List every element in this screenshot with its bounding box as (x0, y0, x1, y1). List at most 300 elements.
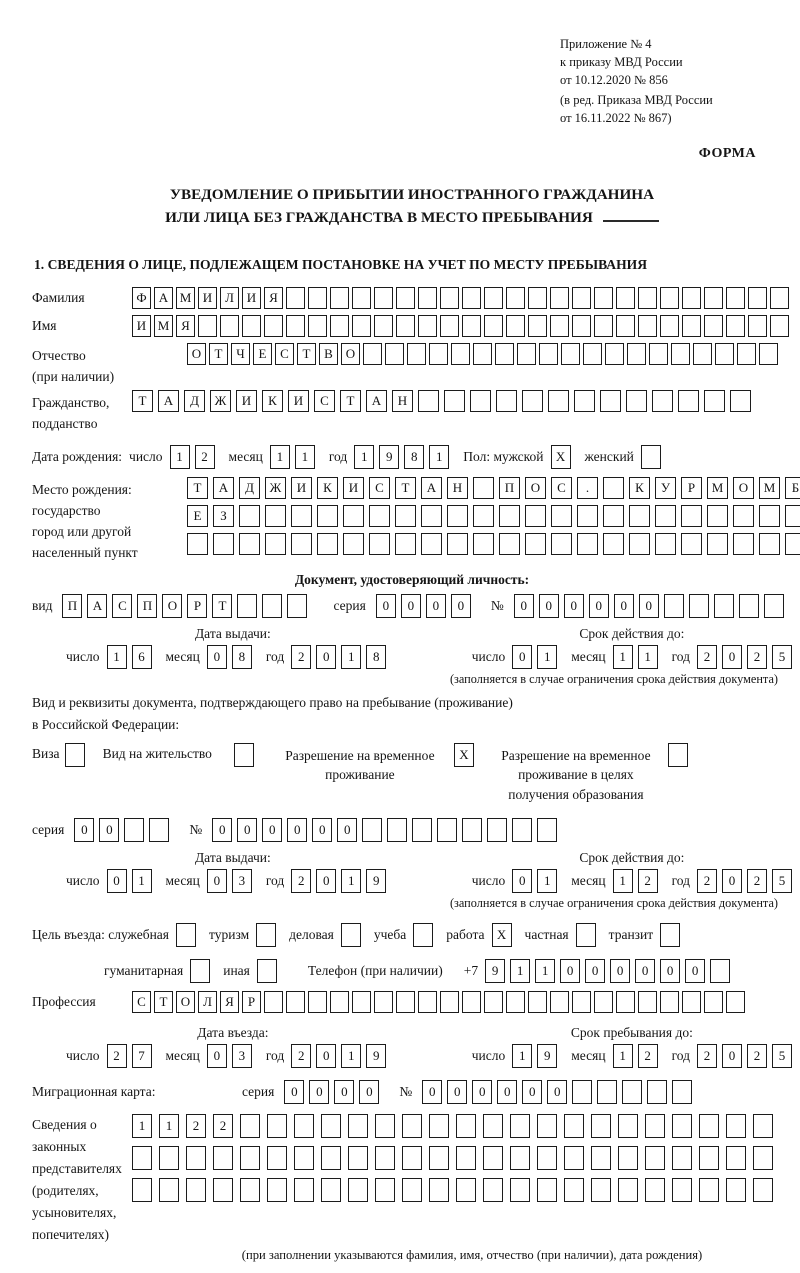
char-cell[interactable]: 0 (426, 594, 446, 618)
char-cell[interactable] (537, 1178, 557, 1202)
char-cell[interactable]: 2 (213, 1114, 233, 1138)
char-cell[interactable] (510, 1146, 530, 1170)
char-cell[interactable] (638, 315, 657, 337)
char-cell[interactable] (550, 991, 569, 1013)
char-cell[interactable] (473, 477, 494, 499)
char-cell[interactable]: 1 (270, 445, 290, 469)
char-cell[interactable] (564, 1114, 584, 1138)
char-cell[interactable] (564, 1178, 584, 1202)
char-cell[interactable] (564, 1146, 584, 1170)
char-cell[interactable]: Р (242, 991, 261, 1013)
char-cell[interactable] (317, 533, 338, 555)
char-cell[interactable]: 0 (287, 818, 307, 842)
char-cell[interactable]: 7 (132, 1044, 152, 1068)
char-cell[interactable] (672, 1080, 692, 1104)
char-cell[interactable] (385, 343, 404, 365)
char-cell[interactable] (186, 1178, 206, 1202)
char-cell[interactable]: 1 (341, 1044, 361, 1068)
char-cell[interactable] (65, 743, 85, 767)
char-cell[interactable] (291, 533, 312, 555)
char-cell[interactable]: С (275, 343, 294, 365)
char-cell[interactable] (220, 315, 239, 337)
char-cell[interactable] (528, 315, 547, 337)
char-cell[interactable]: Т (187, 477, 208, 499)
char-cell[interactable]: Я (176, 315, 195, 337)
char-cell[interactable] (496, 390, 517, 412)
char-cell[interactable] (618, 1114, 638, 1138)
char-cell[interactable] (321, 1114, 341, 1138)
char-cell[interactable] (671, 343, 690, 365)
char-cell[interactable]: И (288, 390, 309, 412)
char-cell[interactable] (487, 818, 507, 842)
char-cell[interactable]: 2 (747, 869, 767, 893)
char-cell[interactable] (764, 594, 784, 618)
char-cell[interactable]: 3 (232, 869, 252, 893)
char-cell[interactable] (591, 1114, 611, 1138)
char-cell[interactable]: А (421, 477, 442, 499)
char-cell[interactable]: 1 (132, 869, 152, 893)
char-cell[interactable] (429, 1146, 449, 1170)
char-cell[interactable]: А (87, 594, 107, 618)
char-cell[interactable]: Л (198, 991, 217, 1013)
char-cell[interactable]: 8 (366, 645, 386, 669)
char-cell[interactable]: К (262, 390, 283, 412)
char-cell[interactable] (528, 991, 547, 1013)
char-cell[interactable]: 0 (207, 1044, 227, 1068)
char-cell[interactable] (484, 315, 503, 337)
char-cell[interactable]: Н (392, 390, 413, 412)
char-cell[interactable] (704, 315, 723, 337)
char-cell[interactable] (321, 1178, 341, 1202)
char-cell[interactable]: 2 (291, 645, 311, 669)
char-cell[interactable] (124, 818, 144, 842)
char-cell[interactable] (374, 991, 393, 1013)
char-cell[interactable] (668, 743, 688, 767)
char-cell[interactable]: 0 (316, 869, 336, 893)
char-cell[interactable] (672, 1114, 692, 1138)
char-cell[interactable]: Т (132, 390, 153, 412)
char-cell[interactable]: 1 (613, 869, 633, 893)
char-cell[interactable]: 2 (638, 1044, 658, 1068)
char-cell[interactable]: 0 (589, 594, 609, 618)
char-cell[interactable] (672, 1146, 692, 1170)
char-cell[interactable] (537, 1114, 557, 1138)
char-cell[interactable]: 1 (159, 1114, 179, 1138)
char-cell[interactable] (660, 315, 679, 337)
char-cell[interactable] (605, 343, 624, 365)
char-cell[interactable] (237, 594, 257, 618)
char-cell[interactable] (699, 1146, 719, 1170)
char-cell[interactable]: . (577, 477, 598, 499)
char-cell[interactable] (267, 1146, 287, 1170)
char-cell[interactable]: 5 (772, 645, 792, 669)
char-cell[interactable] (699, 1178, 719, 1202)
char-cell[interactable] (618, 1146, 638, 1170)
char-cell[interactable] (528, 287, 547, 309)
char-cell[interactable] (462, 991, 481, 1013)
char-cell[interactable]: 0 (614, 594, 634, 618)
char-cell[interactable] (176, 923, 196, 947)
char-cell[interactable]: Т (209, 343, 228, 365)
char-cell[interactable]: Т (340, 390, 361, 412)
char-cell[interactable] (387, 818, 407, 842)
char-cell[interactable] (726, 1178, 746, 1202)
char-cell[interactable]: 1 (537, 869, 557, 893)
char-cell[interactable] (440, 287, 459, 309)
char-cell[interactable]: О (341, 343, 360, 365)
char-cell[interactable] (418, 991, 437, 1013)
char-cell[interactable] (352, 991, 371, 1013)
char-cell[interactable] (572, 991, 591, 1013)
char-cell[interactable] (291, 505, 312, 527)
char-cell[interactable]: Л (220, 287, 239, 309)
char-cell[interactable] (395, 505, 416, 527)
char-cell[interactable] (330, 287, 349, 309)
char-cell[interactable]: Ч (231, 343, 250, 365)
char-cell[interactable] (655, 533, 676, 555)
char-cell[interactable] (413, 923, 433, 947)
char-cell[interactable] (785, 533, 800, 555)
char-cell[interactable]: О (176, 991, 195, 1013)
char-cell[interactable]: 0 (560, 959, 580, 983)
char-cell[interactable] (470, 390, 491, 412)
char-cell[interactable] (456, 1146, 476, 1170)
char-cell[interactable]: 0 (472, 1080, 492, 1104)
char-cell[interactable]: 0 (337, 818, 357, 842)
char-cell[interactable]: 2 (697, 645, 717, 669)
char-cell[interactable] (286, 287, 305, 309)
char-cell[interactable] (753, 1146, 773, 1170)
char-cell[interactable]: И (343, 477, 364, 499)
char-cell[interactable]: 8 (404, 445, 424, 469)
char-cell[interactable] (707, 505, 728, 527)
char-cell[interactable] (537, 1146, 557, 1170)
char-cell[interactable] (629, 533, 650, 555)
char-cell[interactable] (512, 818, 532, 842)
char-cell[interactable]: 0 (539, 594, 559, 618)
char-cell[interactable] (473, 343, 492, 365)
char-cell[interactable] (402, 1178, 422, 1202)
char-cell[interactable] (525, 533, 546, 555)
char-cell[interactable] (737, 343, 756, 365)
char-cell[interactable]: 0 (74, 818, 94, 842)
char-cell[interactable] (407, 343, 426, 365)
char-cell[interactable] (256, 923, 276, 947)
char-cell[interactable] (726, 991, 745, 1013)
char-cell[interactable] (551, 505, 572, 527)
char-cell[interactable]: Ф (132, 287, 151, 309)
char-cell[interactable]: 2 (638, 869, 658, 893)
char-cell[interactable] (429, 1114, 449, 1138)
char-cell[interactable] (616, 991, 635, 1013)
char-cell[interactable] (726, 287, 745, 309)
char-cell[interactable] (286, 991, 305, 1013)
char-cell[interactable] (451, 343, 470, 365)
char-cell[interactable]: 0 (99, 818, 119, 842)
char-cell[interactable]: 9 (366, 1044, 386, 1068)
char-cell[interactable]: 2 (107, 1044, 127, 1068)
char-cell[interactable]: 3 (232, 1044, 252, 1068)
char-cell[interactable] (591, 1146, 611, 1170)
char-cell[interactable] (418, 287, 437, 309)
char-cell[interactable] (396, 315, 415, 337)
char-cell[interactable] (770, 287, 789, 309)
char-cell[interactable] (506, 991, 525, 1013)
char-cell[interactable]: Р (681, 477, 702, 499)
char-cell[interactable]: 2 (291, 1044, 311, 1068)
char-cell[interactable]: 0 (522, 1080, 542, 1104)
char-cell[interactable] (645, 1178, 665, 1202)
char-cell[interactable] (343, 505, 364, 527)
char-cell[interactable] (374, 315, 393, 337)
char-cell[interactable]: 1 (613, 645, 633, 669)
char-cell[interactable] (213, 1146, 233, 1170)
char-cell[interactable]: 0 (547, 1080, 567, 1104)
char-cell[interactable]: М (154, 315, 173, 337)
char-cell[interactable] (733, 505, 754, 527)
char-cell[interactable] (704, 390, 725, 412)
char-cell[interactable] (645, 1146, 665, 1170)
char-cell[interactable] (714, 594, 734, 618)
char-cell[interactable]: А (366, 390, 387, 412)
char-cell[interactable] (730, 390, 751, 412)
char-cell[interactable] (421, 533, 442, 555)
char-cell[interactable] (213, 1178, 233, 1202)
char-cell[interactable]: 1 (638, 645, 658, 669)
char-cell[interactable]: 2 (291, 869, 311, 893)
char-cell[interactable] (715, 343, 734, 365)
char-cell[interactable]: 1 (295, 445, 315, 469)
char-cell[interactable]: 1 (535, 959, 555, 983)
char-cell[interactable] (726, 1114, 746, 1138)
char-cell[interactable] (369, 505, 390, 527)
char-cell[interactable]: Я (220, 991, 239, 1013)
char-cell[interactable]: С (132, 991, 151, 1013)
char-cell[interactable] (213, 533, 234, 555)
char-cell[interactable] (321, 1146, 341, 1170)
char-cell[interactable] (375, 1178, 395, 1202)
char-cell[interactable]: 1 (107, 645, 127, 669)
char-cell[interactable] (693, 343, 712, 365)
char-cell[interactable] (733, 533, 754, 555)
char-cell[interactable] (726, 315, 745, 337)
char-cell[interactable] (343, 533, 364, 555)
char-cell[interactable] (362, 818, 382, 842)
char-cell[interactable]: 0 (514, 594, 534, 618)
char-cell[interactable] (603, 533, 624, 555)
char-cell[interactable] (462, 287, 481, 309)
char-cell[interactable]: З (213, 505, 234, 527)
char-cell[interactable] (286, 315, 305, 337)
char-cell[interactable] (190, 959, 210, 983)
char-cell[interactable]: М (707, 477, 728, 499)
char-cell[interactable] (447, 505, 468, 527)
char-cell[interactable] (363, 343, 382, 365)
char-cell[interactable] (525, 505, 546, 527)
char-cell[interactable]: 8 (232, 645, 252, 669)
char-cell[interactable]: Д (184, 390, 205, 412)
char-cell[interactable] (440, 315, 459, 337)
char-cell[interactable]: 6 (132, 645, 152, 669)
char-cell[interactable]: 1 (510, 959, 530, 983)
char-cell[interactable] (572, 1080, 592, 1104)
char-cell[interactable] (187, 533, 208, 555)
char-cell[interactable]: С (551, 477, 572, 499)
char-cell[interactable] (759, 533, 780, 555)
char-cell[interactable]: 0 (635, 959, 655, 983)
char-cell[interactable] (473, 533, 494, 555)
char-cell[interactable] (645, 1114, 665, 1138)
char-cell[interactable] (186, 1146, 206, 1170)
char-cell[interactable]: К (629, 477, 650, 499)
char-cell[interactable] (522, 390, 543, 412)
char-cell[interactable]: 9 (366, 869, 386, 893)
char-cell[interactable]: 0 (447, 1080, 467, 1104)
char-cell[interactable] (159, 1146, 179, 1170)
char-cell[interactable] (240, 1114, 260, 1138)
char-cell[interactable] (462, 315, 481, 337)
char-cell[interactable]: 0 (722, 869, 742, 893)
char-cell[interactable]: X (492, 923, 512, 947)
char-cell[interactable]: 2 (697, 869, 717, 893)
char-cell[interactable]: 0 (722, 645, 742, 669)
char-cell[interactable] (159, 1178, 179, 1202)
char-cell[interactable]: 9 (379, 445, 399, 469)
char-cell[interactable] (294, 1114, 314, 1138)
char-cell[interactable] (412, 818, 432, 842)
char-cell[interactable]: 0 (660, 959, 680, 983)
char-cell[interactable]: 1 (512, 1044, 532, 1068)
char-cell[interactable] (600, 390, 621, 412)
char-cell[interactable]: X (454, 743, 474, 767)
char-cell[interactable]: 0 (497, 1080, 517, 1104)
char-cell[interactable] (429, 1178, 449, 1202)
char-cell[interactable] (132, 1146, 152, 1170)
char-cell[interactable] (395, 533, 416, 555)
char-cell[interactable] (352, 315, 371, 337)
char-cell[interactable] (262, 594, 282, 618)
char-cell[interactable] (660, 923, 680, 947)
char-cell[interactable] (240, 1146, 260, 1170)
char-cell[interactable]: 1 (341, 645, 361, 669)
char-cell[interactable] (682, 315, 701, 337)
char-cell[interactable] (473, 505, 494, 527)
char-cell[interactable] (348, 1178, 368, 1202)
char-cell[interactable]: Е (253, 343, 272, 365)
char-cell[interactable] (402, 1146, 422, 1170)
char-cell[interactable]: О (733, 477, 754, 499)
char-cell[interactable] (308, 991, 327, 1013)
char-cell[interactable] (655, 505, 676, 527)
char-cell[interactable] (484, 287, 503, 309)
char-cell[interactable]: Ж (265, 477, 286, 499)
char-cell[interactable] (234, 743, 254, 767)
char-cell[interactable] (576, 923, 596, 947)
char-cell[interactable] (341, 923, 361, 947)
char-cell[interactable] (456, 1114, 476, 1138)
char-cell[interactable] (641, 445, 661, 469)
char-cell[interactable] (348, 1114, 368, 1138)
char-cell[interactable] (652, 390, 673, 412)
char-cell[interactable] (294, 1146, 314, 1170)
char-cell[interactable]: 0 (451, 594, 471, 618)
char-cell[interactable]: 0 (722, 1044, 742, 1068)
char-cell[interactable] (597, 1080, 617, 1104)
char-cell[interactable] (265, 533, 286, 555)
char-cell[interactable]: 1 (170, 445, 190, 469)
char-cell[interactable]: 0 (564, 594, 584, 618)
char-cell[interactable] (647, 1080, 667, 1104)
char-cell[interactable] (287, 594, 307, 618)
char-cell[interactable] (499, 533, 520, 555)
char-cell[interactable] (264, 991, 283, 1013)
char-cell[interactable] (699, 1114, 719, 1138)
char-cell[interactable] (626, 390, 647, 412)
char-cell[interactable]: И (242, 287, 261, 309)
char-cell[interactable]: Я (264, 287, 283, 309)
char-cell[interactable] (330, 315, 349, 337)
char-cell[interactable] (759, 505, 780, 527)
char-cell[interactable] (594, 287, 613, 309)
char-cell[interactable]: Д (239, 477, 260, 499)
char-cell[interactable] (396, 287, 415, 309)
char-cell[interactable] (506, 315, 525, 337)
char-cell[interactable] (689, 594, 709, 618)
char-cell[interactable] (537, 818, 557, 842)
char-cell[interactable] (753, 1114, 773, 1138)
char-cell[interactable]: 0 (212, 818, 232, 842)
char-cell[interactable] (704, 287, 723, 309)
char-cell[interactable]: 2 (195, 445, 215, 469)
char-cell[interactable] (672, 1178, 692, 1202)
char-cell[interactable] (437, 818, 457, 842)
char-cell[interactable] (603, 477, 624, 499)
char-cell[interactable]: 9 (537, 1044, 557, 1068)
char-cell[interactable] (660, 287, 679, 309)
char-cell[interactable]: 0 (610, 959, 630, 983)
char-cell[interactable]: 5 (772, 869, 792, 893)
char-cell[interactable] (483, 1178, 503, 1202)
char-cell[interactable]: 0 (334, 1080, 354, 1104)
char-cell[interactable]: А (213, 477, 234, 499)
char-cell[interactable] (577, 533, 598, 555)
char-cell[interactable] (770, 315, 789, 337)
char-cell[interactable] (510, 1178, 530, 1202)
char-cell[interactable]: 2 (747, 1044, 767, 1068)
char-cell[interactable] (330, 991, 349, 1013)
char-cell[interactable] (649, 343, 668, 365)
char-cell[interactable]: Б (785, 477, 800, 499)
char-cell[interactable]: 0 (312, 818, 332, 842)
char-cell[interactable] (638, 287, 657, 309)
char-cell[interactable]: И (132, 315, 151, 337)
char-cell[interactable] (550, 315, 569, 337)
char-cell[interactable] (149, 818, 169, 842)
char-cell[interactable]: Т (154, 991, 173, 1013)
char-cell[interactable] (198, 315, 217, 337)
char-cell[interactable] (483, 1146, 503, 1170)
char-cell[interactable]: Е (187, 505, 208, 527)
char-cell[interactable] (239, 505, 260, 527)
char-cell[interactable] (418, 390, 439, 412)
char-cell[interactable] (539, 343, 558, 365)
char-cell[interactable]: Р (187, 594, 207, 618)
char-cell[interactable]: 0 (585, 959, 605, 983)
char-cell[interactable]: П (499, 477, 520, 499)
char-cell[interactable] (239, 533, 260, 555)
char-cell[interactable] (484, 991, 503, 1013)
char-cell[interactable] (374, 287, 393, 309)
